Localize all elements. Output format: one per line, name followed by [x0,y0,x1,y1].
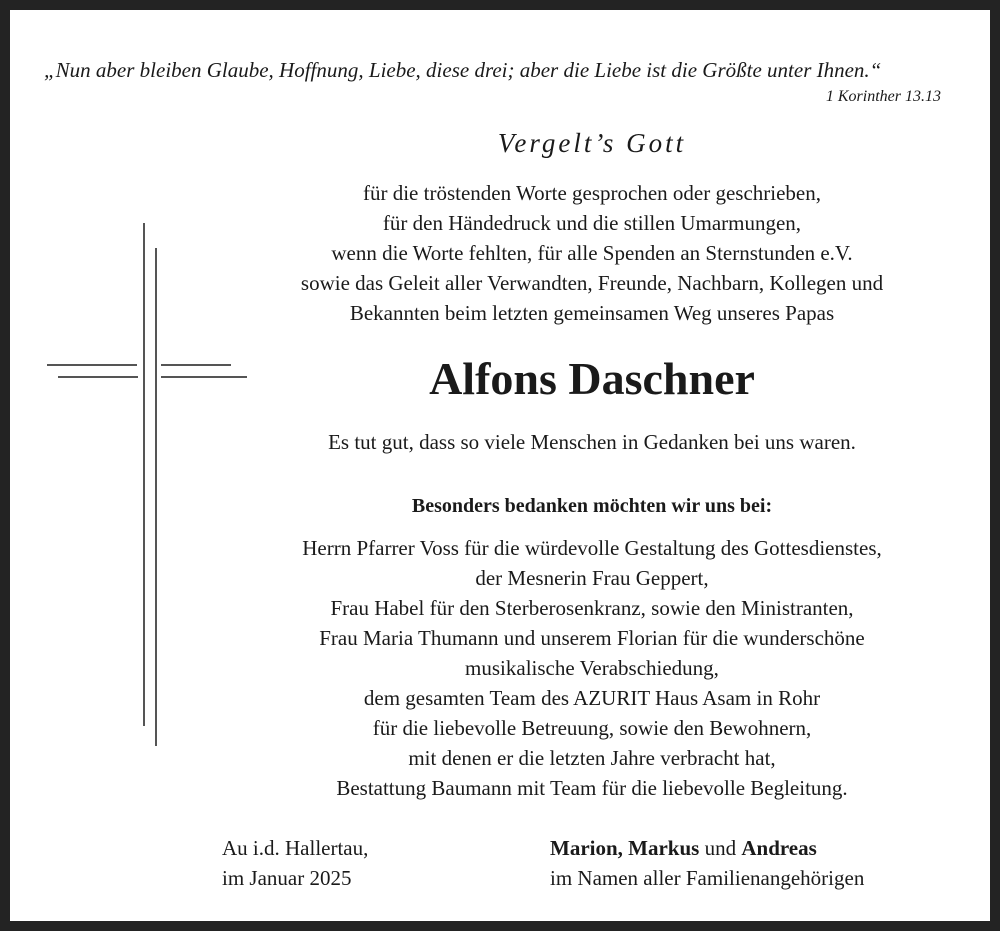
heading-vergelts-gott: Vergelt’s Gott [497,128,687,158]
bible-quote: „Nun aber bleiben Glaube, Hoffnung, Liebe, diese drei; aber die Liebe ist die Größte unter Ihnen.“ [44,58,882,82]
intro-paragraph [10,178,1000,328]
place: Au i.d. Hallertau, [222,836,369,860]
signature-name: Marion, [550,836,623,860]
thanks-line: dem gesamten Team des AZURIT Haus Asam in Rohr [363,686,821,710]
quote-reference: 1 Korinther 13.13 [825,88,941,105]
thanks-line: Herrn Pfarrer Voss für die würdevolle Gestaltung des Gottesdienstes, [302,536,882,560]
thanks-line: der Mesnerin Frau Geppert, [475,566,709,590]
thanks-line: Bestattung Baumann mit Team für die liebevolle Begleitung. [336,776,848,800]
signature-names [550,833,864,863]
thanks-line: musikalische Verabschiedung, [465,656,719,680]
thanks-line: mit denen er die letzten Jahre verbracht hat, [408,746,776,770]
thanks-line: Frau Maria Thumann und unserem Florian für die wunderschöne [319,626,865,650]
signature [550,833,864,893]
signature-connector: und [704,836,737,860]
subline: Es tut gut, dass so viele Menschen in Gedanken bei uns waren. [328,430,856,454]
intro-line: für die tröstenden Worte gesprochen oder geschrieben, [362,181,821,205]
thanks-heading: Besonders bedanken möchten wir uns bei: [411,495,773,517]
intro-line: Bekannten beim letzten gemeinsamen Weg unseres Papas [349,301,835,325]
intro-line: sowie das Geleit aller Verwandten, Freunde, Nachbarn, Kollegen und [300,271,884,295]
thanks-list [10,533,1000,803]
thanks-line: Frau Habel für den Sterberosenkranz, sowie den Ministranten, [330,596,854,620]
intro-line: für den Händedruck und die stillen Umarmungen, [382,211,802,235]
intro-line: wenn die Worte fehlten, für alle Spenden an Sternstunden e.V. [331,241,853,265]
deceased-name: Alfons Daschner [429,353,755,404]
place-date [222,833,368,893]
date: im Januar 2025 [222,866,352,890]
thanks-line: für die liebevolle Betreuung, sowie den Bewohnern, [372,716,812,740]
signature-name: Andreas [741,836,817,860]
signature-name: Markus [628,836,700,860]
signature-family: im Namen aller Familienangehörigen [550,866,865,890]
